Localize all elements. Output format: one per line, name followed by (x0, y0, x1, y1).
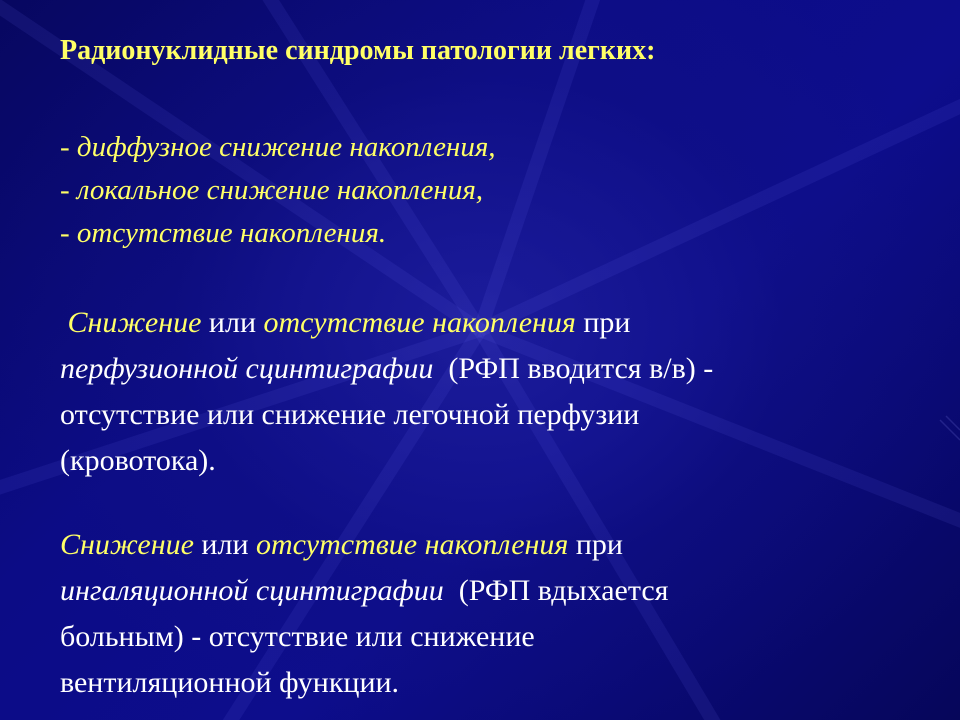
perfusion-paragraph (60, 300, 920, 484)
list-item (60, 169, 496, 212)
inhalation-paragraph (60, 522, 920, 706)
lead-space (60, 306, 68, 339)
list-dash: - (60, 217, 77, 249)
list-dash: - (60, 131, 77, 163)
join-at: при (568, 528, 623, 561)
list-item-text: диффузное снижение накопления, (76, 131, 496, 163)
list-item (60, 212, 496, 255)
syndrome-list (60, 126, 496, 255)
slide-content (60, 28, 930, 708)
join-at: при (575, 306, 631, 339)
list-item (60, 126, 496, 169)
paragraph-line: больным) - отсутствие или снижение (60, 620, 535, 653)
list-item-text: локальное снижение накопления, (76, 174, 484, 206)
term-absence: отсутствие накопления (263, 306, 576, 339)
list-dash: - (60, 174, 77, 206)
term-reduction: Снижение (60, 528, 194, 561)
join-or: или (201, 306, 264, 339)
paragraph-line: (кровотока). (60, 444, 216, 477)
term-reduction: Снижение (67, 306, 202, 339)
list-item-text: отсутствие накопления. (76, 217, 387, 249)
join-or: или (193, 528, 257, 561)
paragraph-line: отсутствие или снижение легочной перфузии (60, 398, 640, 431)
method-inhalation: ингаляционной сцинтиграфии (60, 574, 444, 607)
method-note: (РФП вдыхается (443, 574, 669, 607)
method-note: (РФП вводится в/в) - (433, 352, 714, 385)
paragraph-line: вентиляционной функции. (60, 666, 400, 699)
slide-title: Радионуклидные синдромы патологии легких: (60, 35, 656, 66)
term-absence: отсутствие накопления (256, 528, 569, 561)
method-perfusion: перфузионной сцинтиграфии (60, 352, 434, 385)
